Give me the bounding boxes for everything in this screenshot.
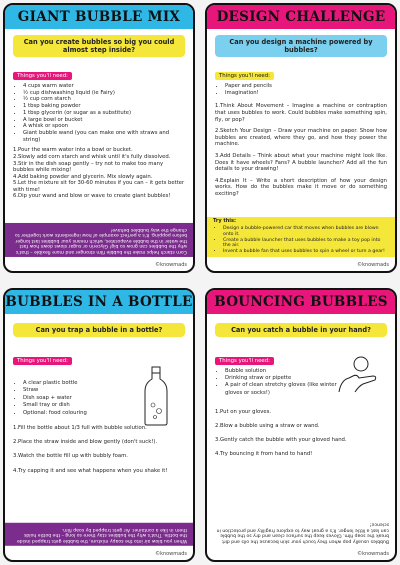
list-item: • Dish soap + water [23, 395, 185, 402]
card-title: BOUNCING BUBBLES [207, 290, 395, 314]
card-title: BUBBLES IN A BOTTLE [5, 290, 193, 314]
step: 2.Slowly add corn starch and whisk until it's fully dissolved. [13, 153, 171, 160]
step: 2.Place the straw inside and blow gently (don't suck!). [13, 439, 158, 446]
card-question: Can you create bubbles so big you could almost step inside? [13, 35, 185, 57]
needs-label: Things you'll need: [13, 357, 72, 365]
card-title: DESIGN CHALLENGE [207, 5, 395, 29]
list-item: • Small tray or dish [23, 402, 185, 409]
credit-text: ©knowmads [357, 262, 389, 268]
list-item: • Design a bubble-powered car that moves when bubbles are blown onto it. [223, 226, 389, 238]
step: 1.Think About Movement – Imagine a machine or contraption that uses bubbles to work. Could bubbles make something spin, fly, or pop? [215, 103, 387, 123]
step: 3.Watch the bottle fill up with bubbly foam. [13, 453, 128, 460]
try-this-box [207, 217, 395, 257]
list-item: • A large bowl or bucket [23, 117, 185, 124]
upside-down-tip: Bubbles usually pop when they touch your skin because the oils and dirt break the soap film. Gloves keep the surface clean and dry so the bubble can last a little longer. It's a great way to explore fragility and protection in science! [207, 518, 395, 546]
list-item: • A whisk or spoon [23, 123, 185, 130]
step: 1.Put on your gloves. [215, 408, 272, 415]
card-question: Can you catch a bubble in your hand? [215, 323, 387, 337]
step: 5.Let the mixture sit for 30-60 minutes if you can – it gets better with time! [13, 180, 185, 193]
needs-list [13, 83, 185, 143]
upside-down-tip: When you blow air into the soapy mixture, the bubble gets trapped inside the bottle. That's why the bubbles stay there so long – the bottle holds them in like a container. Air gets trapped by soap film. [5, 523, 193, 546]
card-giant-bubble-mix [3, 3, 195, 273]
step: 3.Gently catch the bubble with your gloved hand. [215, 437, 347, 444]
step: 3.Add Details – Think about what your machine might look like. Does it have wheels? Fans? A bubble launcher? Add all the fun details to your drawing! [215, 152, 387, 173]
steps-list [215, 103, 387, 197]
step: 3.Stir in the dish soap gently – try not to make too many bubbles while mixing! [13, 160, 164, 174]
step: 4.Try bouncing it from hand to hand! [215, 451, 313, 458]
list-item: • Imagination! [225, 90, 387, 97]
card-bouncing-bubbles [205, 288, 397, 562]
needs-label: Things you'll need: [215, 72, 274, 80]
list-item: • Paper and pencils [225, 83, 387, 90]
list-item: • Drinking straw or pipette [225, 375, 343, 382]
steps-list [13, 425, 185, 475]
list-item: • Bubble solution [225, 368, 343, 375]
needs-label: Things you'll need: [215, 357, 274, 365]
step: 2.Sketch Your Design – Draw your machine on paper. Show how bubbles are created, where they go, and how they power the machine. [215, 128, 387, 148]
step: 4.Explain It – Write a short description of how your design works. How do the bubbles make it move or do something exciting? [215, 177, 387, 197]
needs-list [215, 368, 343, 397]
step: 4.Add baking powder and glycerin. Mix slowly again. [13, 173, 153, 180]
list-item: • Invent a bubble fan that uses bubbles to spin a wheel or turn a gear! [223, 249, 389, 255]
list-item: • 1 tbsp glycerin (or sugar as a substitute) [23, 110, 185, 117]
steps-list [215, 409, 387, 459]
steps-list [13, 147, 185, 200]
card-question: Can you design a machine powered by bubbles? [215, 35, 387, 57]
card-bubbles-in-a-bottle [3, 288, 195, 562]
step: 6.Dip your wand and blow or wave to create giant bubbles! [13, 193, 171, 200]
hand-bubble-illustration [333, 352, 383, 397]
step: 2.Blow a bubble using a straw or wand. [215, 423, 320, 430]
list-item: • ½ cup dishwashing liquid (ie Fairy) [23, 90, 185, 97]
card-question: Can you trap a bubble in a bottle? [13, 323, 185, 337]
card-design-challenge [205, 3, 397, 273]
step: 1.Pour the warm water into a bowl or bucket. [13, 147, 133, 154]
list-item: • Giant bubble wand (you can make one with straws and string) [23, 130, 185, 143]
list-item: • Create a bubble launcher that uses bubbles to make a toy pop into the air. [223, 238, 389, 250]
list-item: • Straw [23, 387, 185, 394]
list-item: • A clear plastic bottle [23, 380, 185, 387]
credit-text: ©knowmads [155, 262, 187, 268]
credit-text: ©knowmads [155, 551, 187, 557]
list-item: • 1 tbsp baking powder [23, 103, 185, 110]
upside-down-tip: Corn starch helps make the bubble film stronger and more flexible – that's why the bubbles can grow so big! Glycerin or sugar slows down how fast the water in the bubble evaporates, which means your bubbles last longer before popping. It's a perfect example of how ingredients work together to change the way bubbles behave! [5, 223, 193, 257]
list-item: • ½ cup corn starch [23, 96, 185, 103]
list-item: • Optional: food colouring [23, 410, 185, 417]
step: 4.Try capping it and see what happens when you shake it! [13, 467, 168, 474]
step: 1.Fill the bottle about 1/3 full with bubble solution. [13, 425, 147, 432]
list-item: • A pair of clean stretchy gloves (like winter gloves or socks!) [225, 382, 343, 396]
needs-list [215, 83, 387, 96]
credit-text: ©knowmads [357, 551, 389, 557]
try-label: Try this: [213, 218, 236, 225]
needs-label: Things you'll need: [13, 72, 72, 80]
card-title: GIANT BUBBLE MIX [5, 5, 193, 29]
bottle-illustration [141, 365, 171, 427]
list-item: • 4 cups warm water [23, 83, 185, 90]
